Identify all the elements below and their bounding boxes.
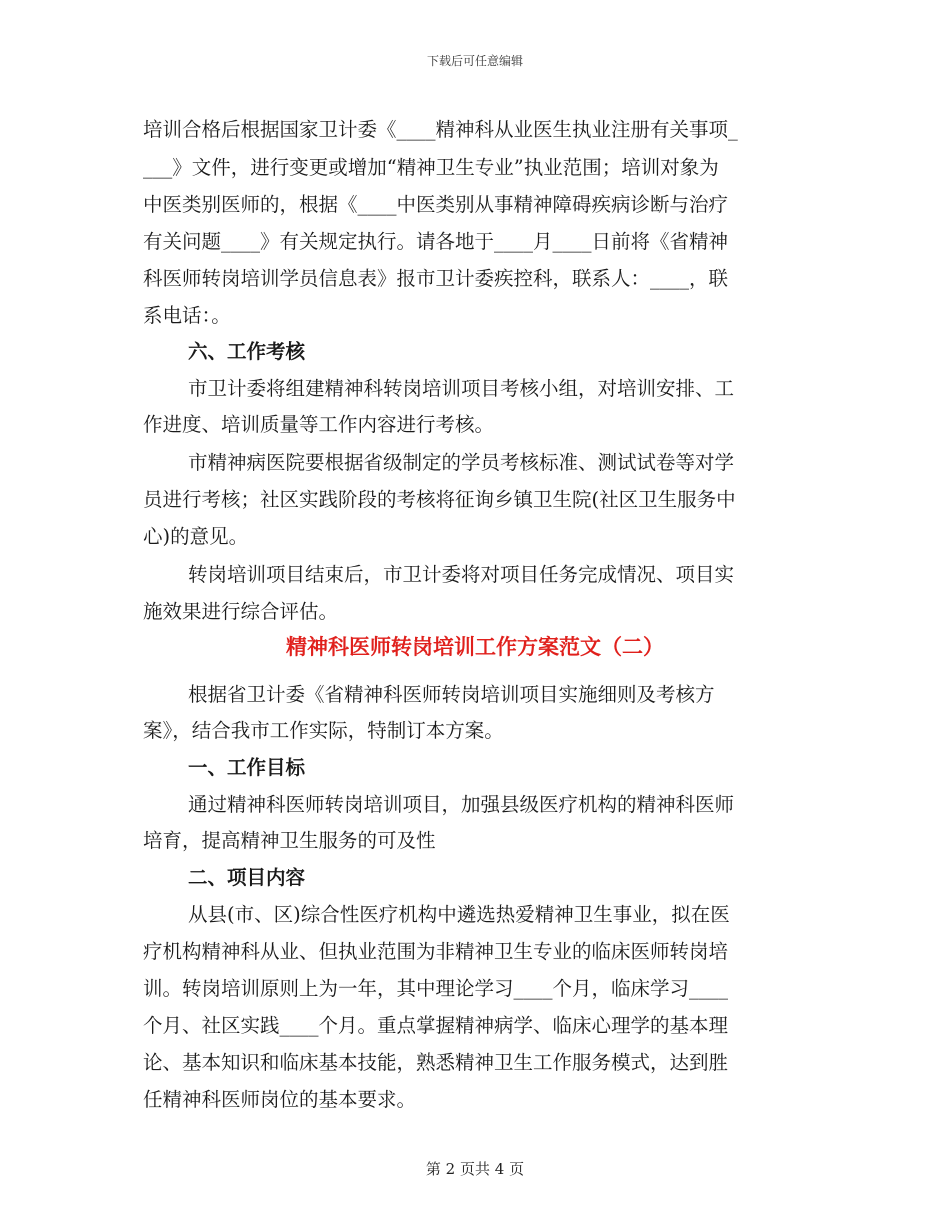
paragraph-line: 培训合格后根据国家卫计委《____精神科从业医生执业注册有关事项_ [143,118,738,141]
paragraph-line: 科医师转岗培训学员信息表》报市卫计委疾控科，联系人：____，联 [143,267,729,290]
paragraph-line: 系电话：。 [143,304,231,327]
paragraph-line: 根据省卫计委《省精神科医师转岗培训项目实施细则及考核方 [188,683,715,706]
paragraph-line: 个月、社区实践____个月。重点掌握精神病学、临床心理学的基本理 [143,1014,729,1037]
section-heading-work-assessment: 六、工作考核 [188,340,306,363]
paragraph-line: 市卫计委将组建精神科转岗培训项目考核小组，对培训安排、工 [188,377,735,400]
paragraph-line: 从县(市、区)综合性医疗机构中遴选热爱精神卫生事业，拟在医 [188,903,730,926]
page-footer: 第 2 页共 4 页 [425,1160,525,1178]
paragraph-line: 作进度、培训质量等工作内容进行考核。 [143,413,495,436]
paragraph-line: 有关问题____》有关规定执行。请各地于____月____日前将《省精神 [143,230,729,253]
paragraph-line: 员进行考核；社区实践阶段的考核将征询乡镇卫生院(社区卫生服务中 [143,488,736,511]
paragraph-line: 疗机构精神科从业、但执业范围为非精神卫生专业的临床医师转岗培 [143,940,729,963]
paragraph-line: 论、基本知识和临床基本技能，熟悉精神卫生工作服务模式，达到胜 [143,1051,729,1074]
document-title: 精神科医师转岗培训工作方案范文（二） [286,634,664,659]
paragraph-line: 市精神病医院要根据省级制定的学员考核标准、测试试卷等对学 [188,451,735,474]
section-heading-project-content: 二、项目内容 [188,866,306,889]
paragraph-line: 施效果进行综合评估。 [143,600,339,623]
paragraph-line: 转岗培训项目结束后，市卫计委将对项目任务完成情况、项目实 [188,563,735,586]
paragraph-line: 培育，提高精神卫生服务的可及性 [143,829,436,852]
page-header: 下载后可任意编辑 [426,54,523,68]
paragraph-line: 案》，结合我市工作实际，特制订本方案。 [143,719,504,742]
section-heading-work-goal: 一、工作目标 [188,756,306,779]
paragraph-line: 任精神科医师岗位的基本要求。 [143,1088,417,1111]
paragraph-line: 通过精神科医师转岗培训项目，加强县级医疗机构的精神科医师 [188,793,735,816]
paragraph-line: 训。转岗培训原则上为一年，其中理论学习____个月，临床学习____ [143,977,729,1000]
paragraph-line: 中医类别医师的，根据《____中医类别从事精神障碍疾病诊断与治疗 [143,193,729,216]
paragraph-line: 心)的意见。 [143,525,249,548]
paragraph-line: ___》文件，进行变更或增加“精神卫生专业”执业范围；培训对象为 [143,156,719,179]
